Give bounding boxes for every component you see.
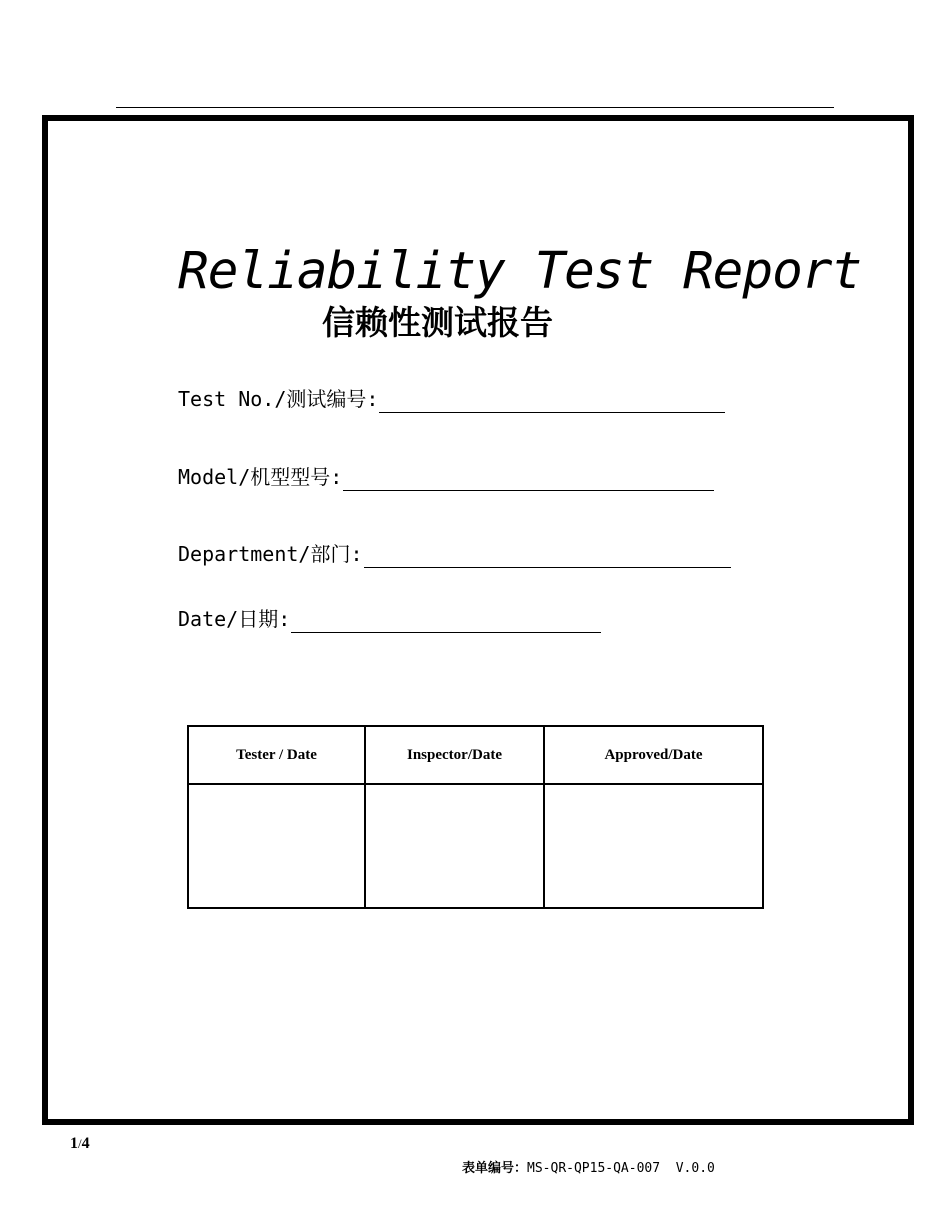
page-separator: /: [78, 1136, 82, 1151]
page-number: [70, 1135, 90, 1153]
form-code-label: 表单编号：: [462, 1161, 528, 1176]
date-blank[interactable]: [291, 610, 601, 633]
test-number-field: [178, 385, 725, 413]
signoff-signature-row: [188, 784, 763, 908]
department-blank[interactable]: [364, 545, 731, 568]
signoff-table: [187, 725, 764, 909]
model-blank[interactable]: [343, 468, 714, 491]
form-code: [462, 1157, 715, 1176]
test-number-blank[interactable]: [379, 390, 725, 413]
test-number-label: Test No./测试编号:: [178, 387, 379, 411]
report-title-english: Reliability Test Report: [178, 242, 862, 301]
model-label: Model/机型型号:: [178, 465, 343, 489]
inspector-signature-cell[interactable]: [365, 784, 544, 908]
page-current: 1: [70, 1135, 78, 1152]
approved-date-header: Approved/Date: [544, 726, 763, 784]
tester-date-header: Tester / Date: [188, 726, 365, 784]
report-title-chinese: 信赖性测试报告: [322, 303, 553, 342]
signoff-header-row: [188, 726, 763, 784]
model-field: [178, 463, 714, 491]
form-code-value: MS-QR-QP15-QA-007 V.0.0: [527, 1161, 715, 1176]
tester-signature-cell[interactable]: [188, 784, 365, 908]
approved-signature-cell[interactable]: [544, 784, 763, 908]
date-label: Date/日期:: [178, 607, 291, 631]
page-total: 4: [81, 1135, 90, 1152]
department-label: Department/部门:: [178, 542, 363, 566]
department-field: [178, 540, 731, 568]
date-field: [178, 605, 601, 633]
header-rule: [116, 107, 834, 108]
inspector-date-header: Inspector/Date: [365, 726, 544, 784]
